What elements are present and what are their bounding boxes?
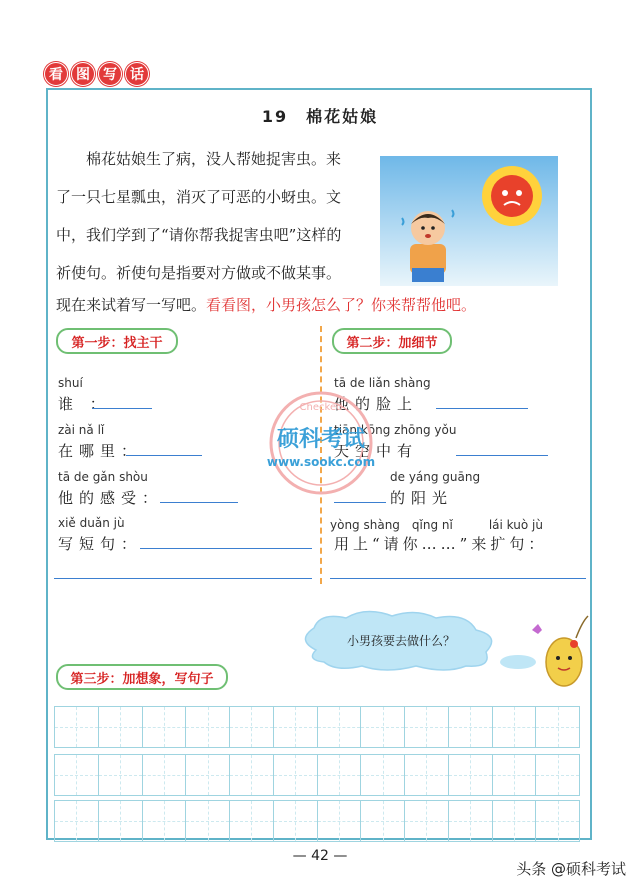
prompt-who: 谁 ：	[58, 395, 111, 413]
pinyin: yòng shàng qǐng nǐ lái kuò jù	[330, 518, 543, 532]
header-badges	[44, 62, 149, 86]
intro-paragraph	[56, 140, 366, 292]
step2-label: 第二步：加细节	[332, 328, 452, 354]
step3-label: 第三步：加想象，写句子	[56, 664, 228, 690]
badge-char: 话	[125, 62, 149, 86]
pinyin: xiě duǎn jù	[58, 516, 125, 530]
badge-char: 看	[44, 62, 68, 86]
answer-short-sentence-line[interactable]	[140, 548, 312, 549]
pinyin: zài nǎ lǐ	[58, 423, 105, 437]
pinyin: tā de gǎn shòu	[58, 470, 148, 484]
answer-sky-line[interactable]	[456, 455, 548, 456]
answer-where-line[interactable]	[126, 455, 202, 456]
cotton-character-icon	[520, 612, 590, 694]
badge-char: 写	[98, 62, 122, 86]
paragraph-line: 祈使句。祈使句是指要对方做或不做某事。	[56, 264, 342, 282]
writing-grid-row[interactable]	[54, 800, 580, 842]
writing-grid-row[interactable]	[54, 706, 580, 748]
pinyin: tiān kōng zhōng yǒu	[334, 423, 457, 437]
pinyin: tā de liǎn shàng	[334, 376, 431, 390]
boy-sun-illustration	[380, 156, 558, 286]
paragraph-line: 棉花姑娘生了病，没人帮她捉害虫。来	[56, 150, 342, 168]
stamp-text: Checked	[299, 402, 343, 413]
prompt-feeling: 他的感受：	[58, 489, 164, 507]
instruction-text: 现在来试着写一写吧。	[56, 296, 207, 314]
page-title: 19 棉花姑娘	[261, 107, 379, 126]
pinyin: de yáng guāng	[390, 470, 481, 484]
cloud-question: 小男孩要去做什么？	[346, 634, 455, 648]
paragraph-line: 中，我们学到了“请你帮我捉害虫吧”这样的	[56, 226, 342, 244]
page-number: — 42 —	[292, 848, 348, 864]
paragraph-line: 了一只七星瓢虫，消灭了可恶的小蚜虫。文	[56, 188, 342, 206]
pinyin: shuí	[58, 376, 83, 390]
footer-credit: 头条 @硕科考试	[516, 860, 626, 878]
answer-face-line[interactable]	[436, 408, 528, 409]
answer-who-line[interactable]	[92, 408, 152, 409]
step1-label: 第一步：找主干	[56, 328, 178, 354]
butterfly-icon	[532, 624, 542, 634]
prompt-where: 在哪里：	[58, 442, 143, 460]
answer-feeling-line[interactable]	[160, 502, 238, 503]
watermark-url: www.sookc.com	[266, 455, 376, 469]
answer-short-sentence-line-2[interactable]	[54, 578, 312, 579]
prompt-sunlight: 的阳光	[390, 489, 454, 507]
instruction-highlight: 看看图，小男孩怎么了？你来帮帮他吧。	[206, 296, 477, 314]
prompt-face: 他的脸上	[334, 395, 419, 413]
prompt-short-sentence: 写短句：	[58, 535, 143, 553]
answer-sunlight-line[interactable]	[334, 502, 386, 503]
prompt-sky: 天空中有	[334, 442, 419, 460]
answer-expand-line[interactable]	[330, 578, 586, 579]
badge-char: 图	[71, 62, 95, 86]
prompt-expand-sentence: 用上“请你……”来扩句：	[334, 535, 548, 553]
instruction-line	[56, 294, 596, 315]
watermark-stamp	[256, 388, 386, 498]
sun-icon	[482, 166, 542, 226]
watermark-brand: 硕科考试	[276, 427, 366, 452]
writing-grid-row[interactable]	[54, 754, 580, 796]
